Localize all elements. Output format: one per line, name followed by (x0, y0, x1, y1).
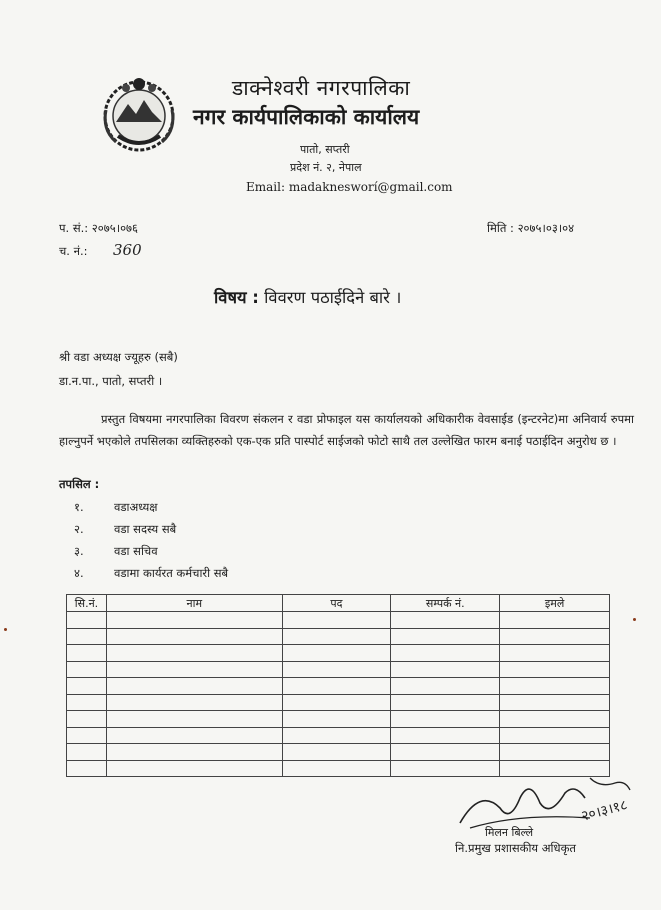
table-cell (500, 678, 610, 695)
list-item: वडामा कार्यरत कर्मचारी सबै (114, 566, 229, 580)
letter-date: मिति : २०७५।०३।०४ (487, 221, 575, 235)
table-cell (500, 612, 610, 629)
nepal-emblem-icon (96, 70, 182, 158)
table-cell (391, 711, 500, 728)
table-cell (67, 678, 107, 695)
table-cell (391, 678, 500, 695)
table-cell (282, 727, 391, 744)
table-cell (67, 628, 107, 645)
table-body (67, 612, 610, 777)
table-row (67, 645, 610, 662)
table-row (67, 727, 610, 744)
table-cell (106, 711, 282, 728)
office-province: प्रदेश नं. २, नेपाल (290, 161, 362, 174)
table-cell (391, 645, 500, 662)
table-cell (500, 661, 610, 678)
table-cell (106, 727, 282, 744)
table-cell (282, 678, 391, 695)
signatory-title: नि.प्रमुख प्रशासकीय अधिकृत (455, 841, 576, 855)
table-cell (500, 645, 610, 662)
list-item-number: १. (74, 500, 84, 514)
details-form-table (66, 594, 610, 777)
office-location: पातो, सप्तरी (300, 143, 350, 156)
table-cell (67, 694, 107, 711)
office-name: नगर कार्यपालिकाको कार्यालय (193, 105, 420, 129)
svg-text:२०।३।१८: २०।३।१८ (579, 797, 630, 825)
list-item-number: ४. (74, 566, 84, 580)
table-cell (106, 744, 282, 761)
table-row (67, 744, 610, 761)
table-cell (106, 628, 282, 645)
table-cell (106, 760, 282, 777)
table-cell (67, 661, 107, 678)
table-header-row (67, 595, 610, 612)
dispatch-label: च. नं.: (59, 244, 88, 258)
table-cell (500, 744, 610, 761)
signatory-name: मिलन बिल्ले (485, 826, 534, 839)
table-cell (282, 645, 391, 662)
table-cell (67, 760, 107, 777)
table-cell (106, 694, 282, 711)
table-cell (106, 612, 282, 629)
table-cell (282, 711, 391, 728)
table-row (67, 694, 610, 711)
table-cell (500, 628, 610, 645)
col-header-email: इमले (500, 595, 610, 612)
table-cell (67, 612, 107, 629)
list-item: वडाअध्यक्ष (114, 500, 158, 514)
table-cell (391, 612, 500, 629)
tapasil-label: तपसिल : (59, 477, 100, 491)
paper-speck (4, 628, 7, 631)
col-header-post: पद (282, 595, 391, 612)
subject-label: विषय : (214, 288, 259, 307)
subject-text: विवरण पठाईदिने बारे । (264, 288, 402, 307)
table-cell (500, 711, 610, 728)
signature-icon (440, 768, 640, 838)
dispatch-number: 360 (113, 241, 142, 259)
table-cell (282, 744, 391, 761)
list-item-number: ३. (74, 544, 84, 558)
table-row (67, 678, 610, 695)
recipient-line-1: श्री वडा अध्यक्ष ज्यूहरु (सबै) (59, 350, 178, 364)
municipality-name: डाक्नेश्वरी नगरपालिका (232, 76, 411, 100)
table-cell (282, 612, 391, 629)
table-row (67, 661, 610, 678)
paper-speck (633, 618, 636, 621)
table-cell (282, 661, 391, 678)
table-cell (282, 628, 391, 645)
table-cell (67, 711, 107, 728)
list-item: वडा सचिव (114, 544, 158, 558)
table-cell (391, 727, 500, 744)
table-cell (282, 760, 391, 777)
table-cell (500, 727, 610, 744)
col-header-serial: सि.नं. (67, 595, 107, 612)
list-item-number: २. (74, 522, 84, 536)
letter-body: प्रस्तुत विषयमा नगरपालिका विवरण संकलन र वडा प्रोफाइल यस कार्यालयको अधिकारीक वेवसाईड (इन्टरनेट)मा अनिवार्य रुपमा हाल्नुपर्ने भएकोले तपसिलका व्यक्तिहरुको एक-एक प्रति पास्पोर्ट साईजको फोटो साथै तल उल्लेखित फारम बनाई पठाईदिन अनुरोध छ । (59, 412, 634, 448)
table-row (67, 711, 610, 728)
table-cell (67, 645, 107, 662)
subject-line (214, 285, 401, 308)
table-cell (391, 661, 500, 678)
table-cell (391, 628, 500, 645)
table-cell (67, 744, 107, 761)
recipient-line-2: डा.न.पा., पातो, सप्तरी । (59, 374, 163, 388)
table-cell (391, 694, 500, 711)
office-email: Email: madaknesworí@gmail.com (246, 180, 453, 194)
table-cell (282, 694, 391, 711)
table-cell (500, 694, 610, 711)
table-row (67, 628, 610, 645)
col-header-contact: सम्पर्क नं. (391, 595, 500, 612)
table-cell (106, 661, 282, 678)
list-item: वडा सदस्य सबै (114, 522, 177, 536)
col-header-name: नाम (106, 595, 282, 612)
reference-number: प. सं.: २०७५।०७६ (59, 221, 139, 235)
table-row (67, 612, 610, 629)
table-cell (106, 678, 282, 695)
table-cell (67, 727, 107, 744)
table-cell (106, 645, 282, 662)
table-cell (391, 744, 500, 761)
